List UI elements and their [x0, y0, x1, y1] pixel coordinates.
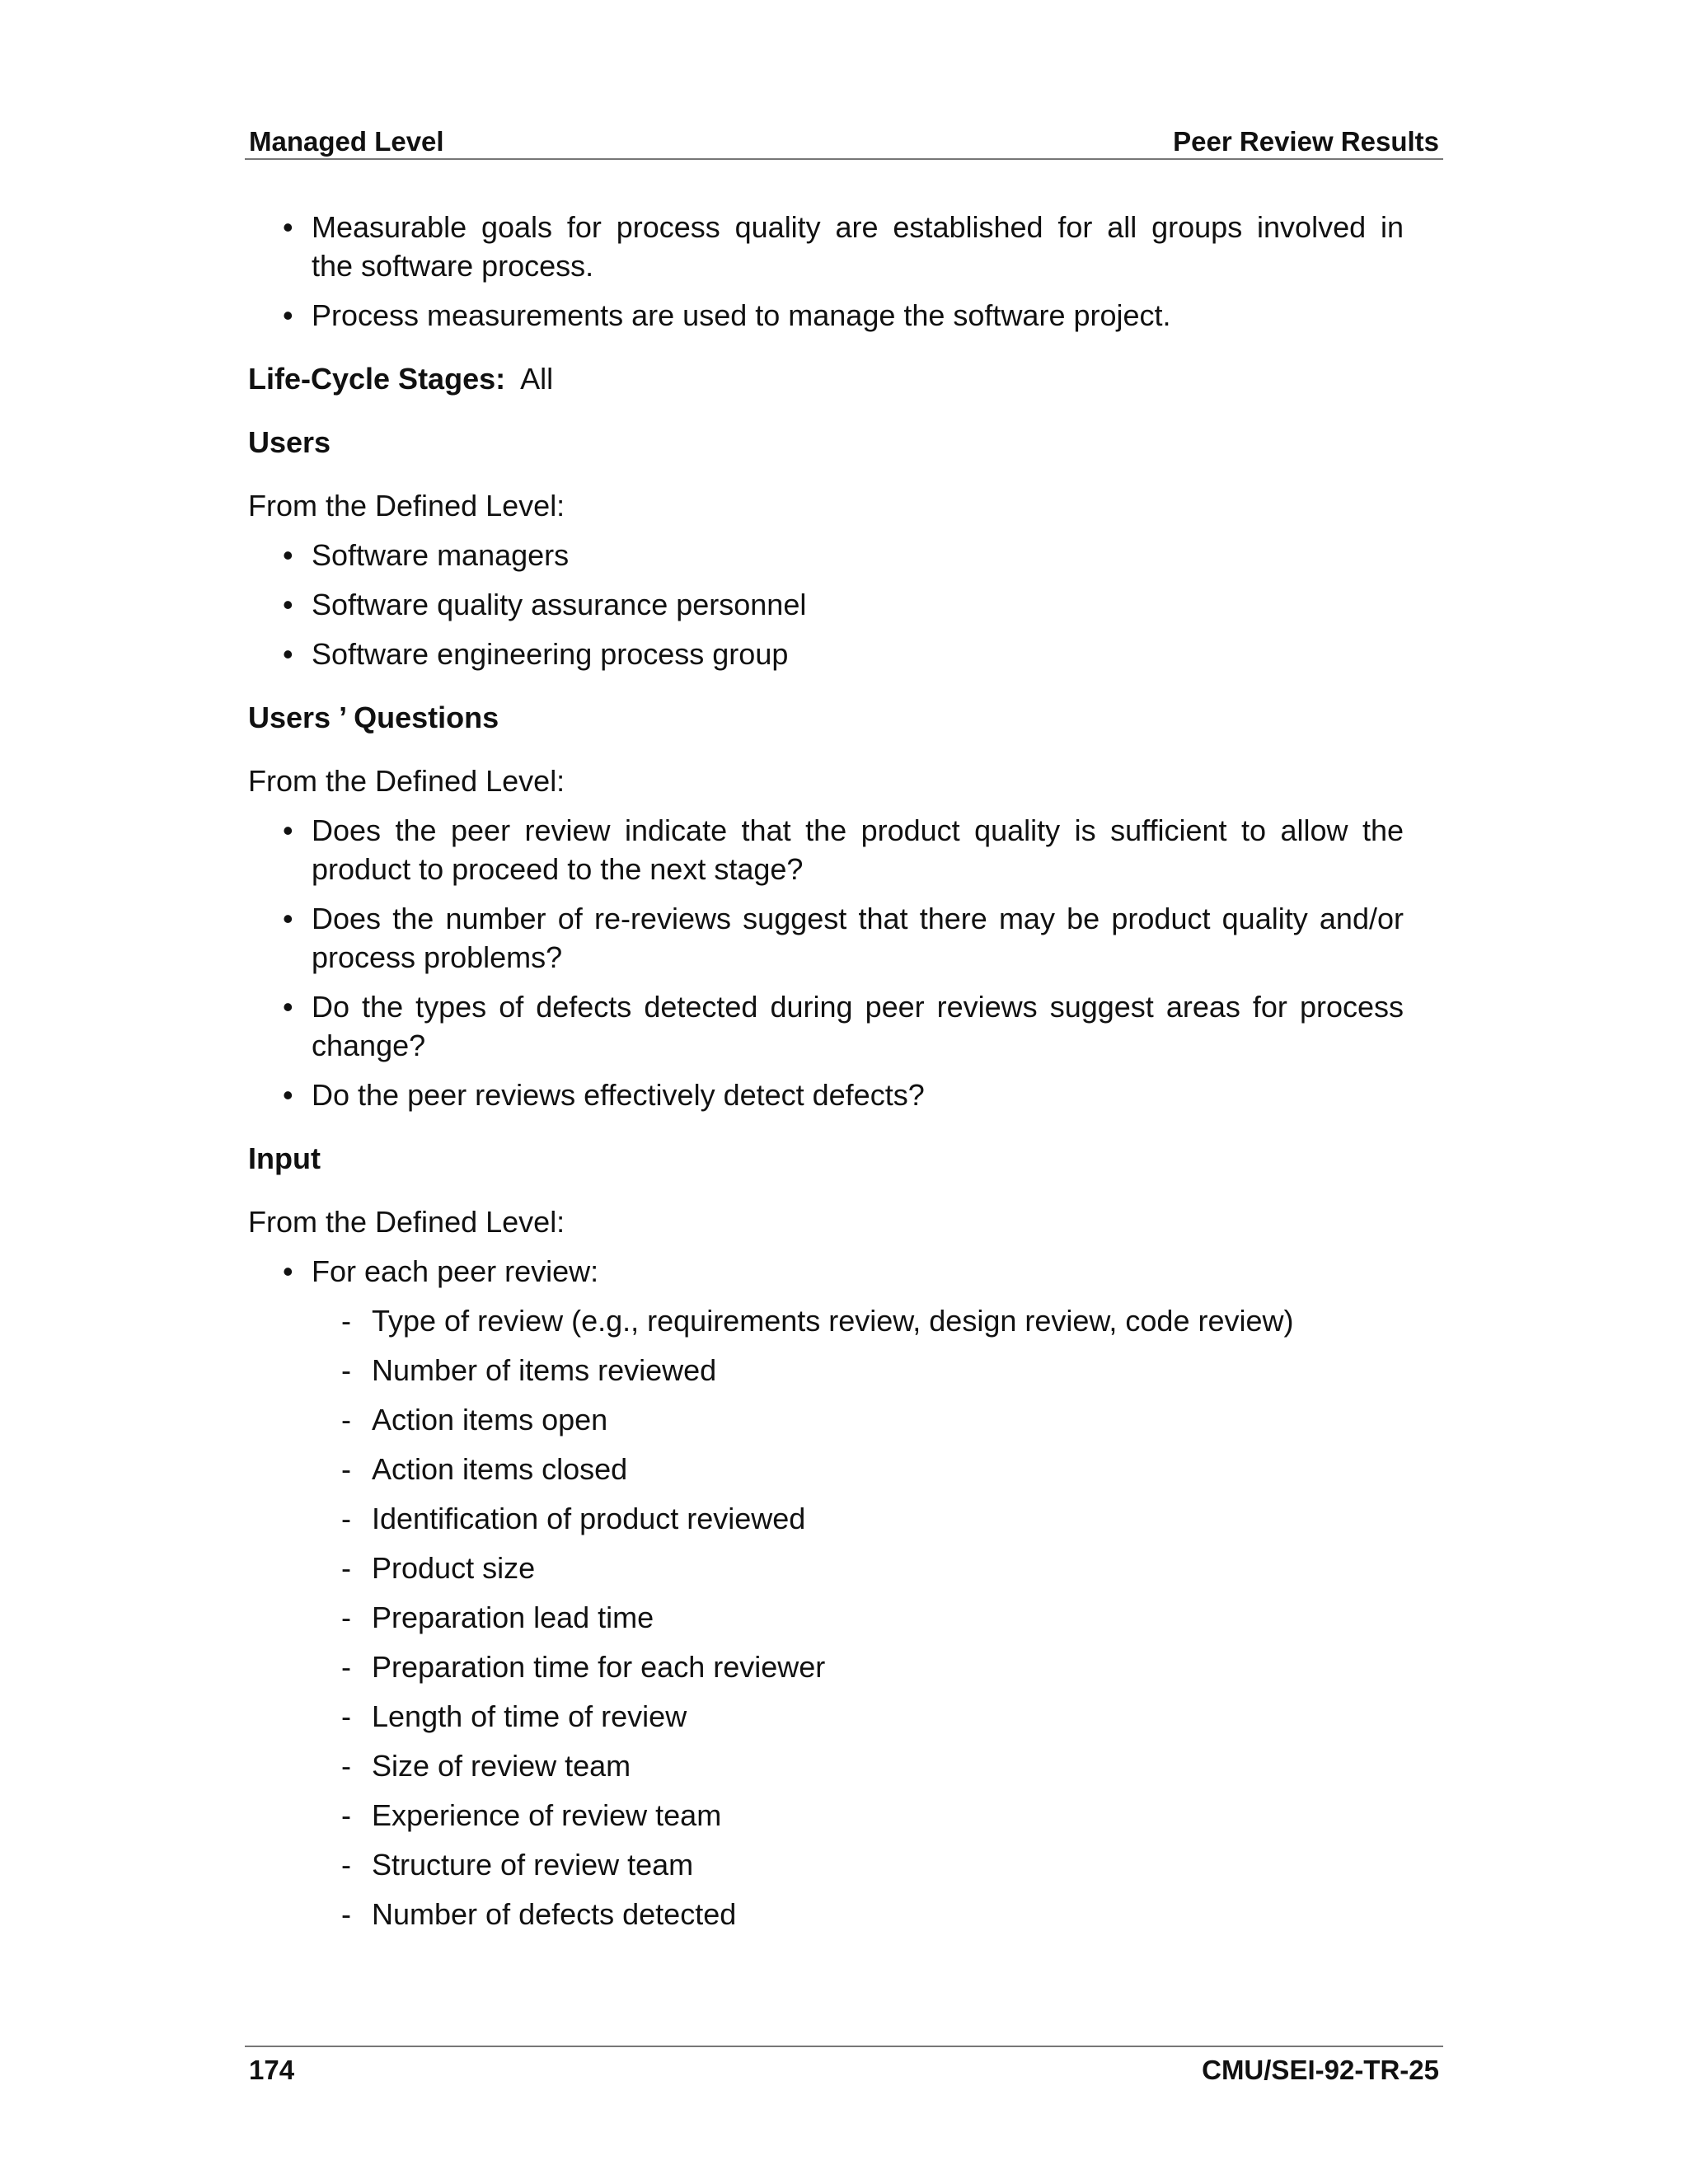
input-sub-item: Identification of product reviewed — [372, 1502, 806, 1535]
users-intro: From the Defined Level: — [248, 489, 565, 523]
page-number: 174 — [249, 2055, 295, 2085]
question-1-line-1: Does the peer review indicate that the product quality is sufficient to allow the — [312, 813, 1404, 847]
input-bullet: For each peer review: — [312, 1254, 599, 1288]
bullet-marker: • — [283, 637, 293, 671]
user-item: Software managers — [312, 538, 570, 572]
input-intro: From the Defined Level: — [248, 1205, 565, 1239]
input-sub-item: Experience of review team — [372, 1798, 722, 1832]
bullet-marker: • — [283, 210, 293, 244]
question-1-line-2: product to proceed to the next stage? — [312, 852, 804, 886]
question-3-line-2: change? — [312, 1029, 426, 1062]
question-3-line-1: Do the types of defects detected during peer reviews suggest areas for process — [312, 990, 1404, 1024]
input-sub-item: Structure of review team — [372, 1848, 694, 1882]
dash-marker: - — [341, 1699, 351, 1733]
input-sub-item: Preparation lead time — [372, 1601, 654, 1634]
dash-marker: - — [341, 1601, 351, 1634]
input-sub-item: Number of items reviewed — [372, 1353, 717, 1387]
questions-heading: Users ’ Questions — [248, 701, 499, 734]
input-sub-item: Size of review team — [372, 1749, 631, 1783]
bullet-marker: • — [283, 1254, 293, 1288]
input-sub-item: Product size — [372, 1551, 536, 1585]
users-heading: Users — [248, 425, 331, 459]
header-chapter-title: Peer Review Results — [1173, 126, 1439, 157]
bullet-marker: • — [283, 902, 293, 935]
report-id: CMU/SEI-92-TR-25 — [1202, 2055, 1439, 2085]
running-footer — [245, 2046, 1443, 2087]
dash-marker: - — [341, 1848, 351, 1882]
lifecycle-label: Life-Cycle Stages: — [248, 362, 506, 396]
dash-marker: - — [341, 1749, 351, 1783]
bullet-marker: • — [283, 588, 293, 621]
input-sub-item: Type of review (e.g., requirements review, design review, code review) — [372, 1304, 1294, 1338]
input-sub-item: Number of defects detected — [372, 1897, 737, 1931]
bullet-marker: • — [283, 1078, 293, 1112]
question-4: Do the peer reviews effectively detect defects? — [312, 1078, 925, 1112]
input-heading: Input — [248, 1141, 321, 1175]
input-sub-item: Length of time of review — [372, 1699, 687, 1733]
bullet-marker: • — [283, 298, 293, 332]
dash-marker: - — [341, 1650, 351, 1684]
dash-marker: - — [341, 1502, 351, 1535]
user-item: Software engineering process group — [312, 637, 789, 671]
questions-intro: From the Defined Level: — [248, 764, 565, 798]
question-2-line-1: Does the number of re-reviews suggest that there may be product quality and/or — [312, 902, 1404, 935]
bullet-marker: • — [283, 990, 293, 1024]
bullet-marker: • — [283, 813, 293, 847]
user-item: Software quality assurance personnel — [312, 588, 807, 621]
lifecycle-row — [248, 361, 553, 397]
dash-marker: - — [341, 1897, 351, 1931]
lifecycle-value: All — [520, 362, 554, 396]
intro-bullet-1-line-1: Measurable goals for process quality are established for all groups involved in — [312, 210, 1404, 244]
dash-marker: - — [341, 1551, 351, 1585]
input-sub-item: Action items closed — [372, 1452, 628, 1486]
header-section-title: Managed Level — [249, 126, 444, 157]
dash-marker: - — [341, 1403, 351, 1436]
dash-marker: - — [341, 1304, 351, 1338]
dash-marker: - — [341, 1452, 351, 1486]
question-2-line-2: process problems? — [312, 940, 563, 974]
intro-bullet-1-line-2: the software process. — [312, 249, 594, 283]
intro-bullet-2: Process measurements are used to manage the software project. — [312, 298, 1171, 332]
bullet-marker: • — [283, 538, 293, 572]
input-sub-item: Action items open — [372, 1403, 608, 1436]
running-header — [245, 124, 1443, 160]
dash-marker: - — [341, 1353, 351, 1387]
input-sub-item: Preparation time for each reviewer — [372, 1650, 826, 1684]
dash-marker: - — [341, 1798, 351, 1832]
